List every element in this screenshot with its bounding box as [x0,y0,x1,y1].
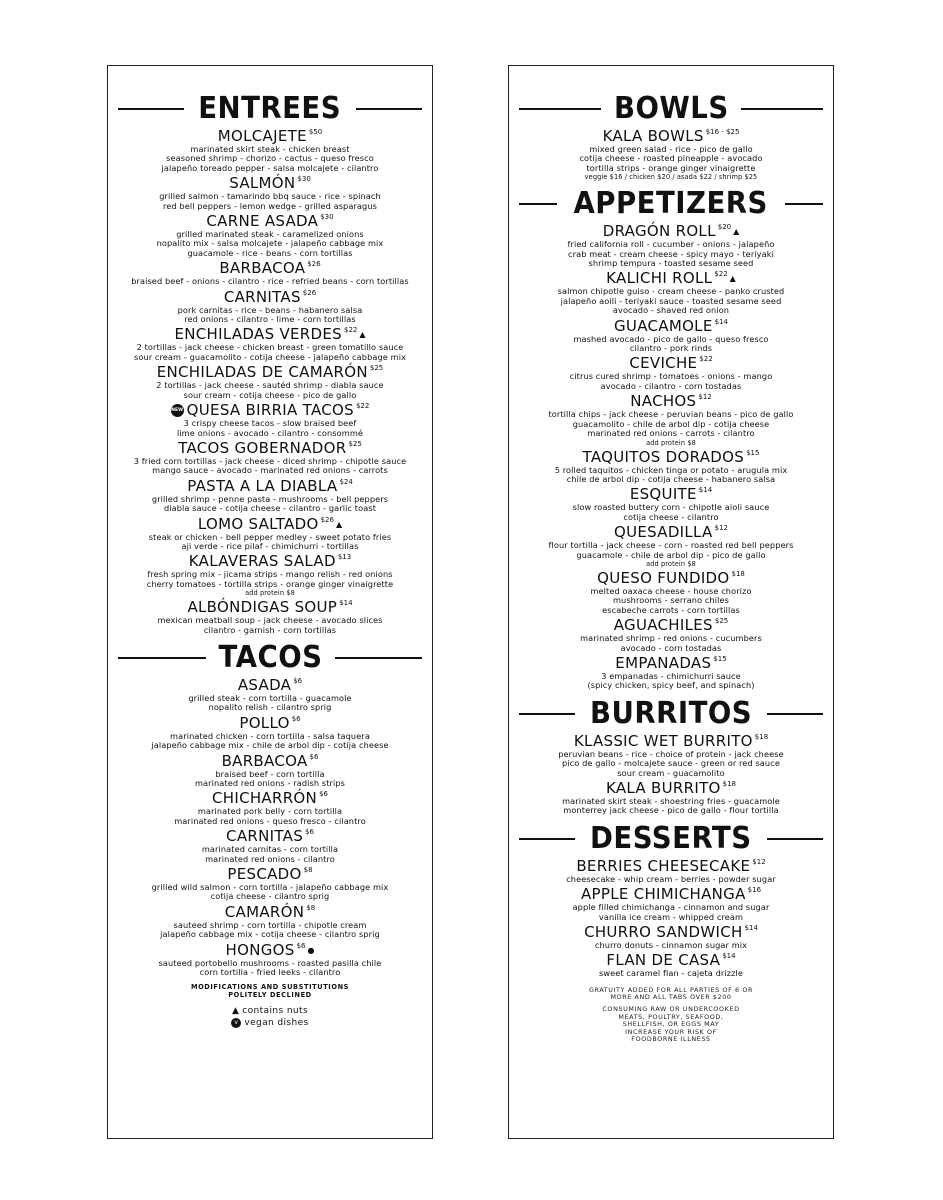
menu-item-name: ALBÓNDIGAS SOUP [187,598,338,617]
menu-item-description: corn tortilla - fried leeks - cilantro [199,967,341,978]
vegan-icon: v [231,1018,241,1028]
menu-item-name: QUESADILLA [614,523,713,542]
menu-item-price: $18 [731,569,745,578]
bowls-list [519,126,823,181]
menu-item-name: CAMARÓN [224,902,305,921]
menu-item-description: fresh spring mix - jicama strips - mango relish - red onions [147,569,393,580]
menu-item [519,884,823,922]
menu-item-description: pork carnitas - rice - beans - habanero salsa [177,304,363,315]
menu-item-description: marinated red onions - queso fresco - cilantro [174,815,366,826]
menu-item-description: monterrey jack cheese - pico de gallo - flour tortilla [563,805,779,816]
menu-item-name: GUACAMOLE [614,316,713,335]
menu-item-price: $24 [339,477,353,486]
menu-item-description: red onions - cilantro - lime - corn tortillas [184,314,356,325]
menu-item-description: shrimp tempura - toasted sesame seed [588,258,754,269]
notice-line: MORE AND ALL TABS OVER $200 [610,993,732,1002]
menu-item-description: grilled marinated steak - caramelized onions [176,229,364,240]
menu-item-price: $14 [722,952,736,961]
menu-item-name: QUESA BIRRIA TACOS [186,401,354,420]
header-rule [118,657,206,659]
appetizers-title: APPETIZERS [573,186,769,222]
menu-item-price: $14 [714,317,728,326]
menu-item-description: cheesecake - whip cream - berries - powder sugar [566,873,776,884]
menu-item-description: lime onions - avocado - cilantro - consommé [176,427,364,438]
header-rule [356,108,422,110]
menu-item-description: slow roasted buttery corn - chipotle aioli sauce [572,502,770,513]
entrees-list [118,126,422,635]
menu-item-description: nopalito relish - cilantro sprig [208,702,332,713]
menu-item-note: add protein $8 [245,589,295,598]
menu-item-description: peruvian beans - rice - choice of protein - jack cheese [558,748,784,759]
menu-item-description: cotija cheese - cilantro [623,511,719,522]
menu-item-name: MOLCAJETE [217,127,307,145]
menu-item-description: fried california roll - cucumber - onions - jalapeño [567,239,775,250]
menu-item-description: tortilla strips - orange ginger vinaigrette [586,162,756,173]
contains-nuts-icon: ▲ [359,330,366,340]
menu-item-description: jalapeño toreado pepper - salsa molcajete - cilantro [161,162,379,173]
menu-item [519,126,823,181]
new-badge-icon: NEW [171,404,184,417]
menu-item-description: salmon chipotle guiso - cream cheese - panko crusted [557,286,785,297]
menu-item-description: tortilla chips - jack cheese - peruvian beans - pico de gallo [548,409,794,420]
menu-item-name: HONGOS [225,940,295,959]
menu-item-header [519,126,823,145]
menu-item [519,522,823,568]
menu-item-price: $22 [714,270,728,279]
menu-item-description: vanilla ice cream - whipped cream [598,911,744,922]
menu-item [519,778,823,816]
menu-item [118,476,422,514]
menu-item-price: $12 [714,524,728,533]
menu-item-note: add protein $8 [646,559,696,568]
menu-item-description: flour tortilla - jack cheese - corn - roasted red bell peppers [548,540,794,551]
header-rule [767,838,823,840]
menu-item-price: $6 [291,714,301,723]
menu-item-description: 5 rolled taquitos - chicken tinga or potato - arugula mix [554,464,788,475]
menu-item-description: sauteed shrimp - corn tortilla - chipotle cream [173,919,367,930]
menu-item-description: sour cream - cotija cheese - pico de gallo [183,389,357,400]
menu-item [118,675,422,713]
menu-item-description: 3 fried corn tortillas - jack cheese - diced shrimp - chipotle sauce [133,455,407,466]
menu-item-description: avocado - corn tostadas [620,642,722,653]
menu-item-price: $8 [303,866,313,875]
menu-item-description: marinated red onions - cilantro [205,853,335,864]
menu-item-header [118,514,422,533]
menu-item [519,615,823,653]
menu-item-name: AGUACHILES [613,616,713,635]
menu-item-header [519,731,823,750]
menu-item-price: $13 [337,553,352,562]
menu-item-description: mexican meatball soup - jack cheese - avocado slices [157,615,383,626]
tacos-header [118,641,422,675]
menu-item-description: 3 empanadas - chimichurri sauce [601,670,741,681]
menu-item-price: $6 [296,941,306,950]
header-rule [335,657,423,659]
burritos-title: BURRITOS [589,695,753,731]
menu-item-name: CHURRO SANDWICH [584,923,743,942]
menu-item [519,447,823,485]
menu-item-description: cherry tomatoes - tortilla strips - orange ginger vinaigrette [146,578,394,589]
menu-item-price: $14 [339,599,353,608]
menu-item-price: $6 [305,828,314,837]
menu-item-note: veggie $16 / chicken $20 / asada $22 / shrimp $25 [584,173,758,182]
menu-item-description: mixed green salad - rice - pico de gallo [589,144,753,154]
menu-item-description: 3 crispy cheese tacos - slow braised beef [183,418,357,429]
appetizers-header [519,187,823,221]
menu-item-name: ASADA [237,675,292,694]
menu-item-header [519,884,823,903]
menu-item-header [118,864,422,883]
menu-item-price: $22 [343,326,358,335]
triangle-icon: ▲ [231,1006,240,1017]
menu-item [519,731,823,778]
consuming-raw-notice [547,1006,795,1044]
menu-item-description: cotija cheese - roasted pineapple - avocado [579,153,763,164]
menu-item [519,653,823,691]
menu-item-description: melted oaxaca cheese - house chorizo [590,585,752,596]
menu-item-header [118,826,422,845]
menu-item-header [118,940,422,959]
menu-item-price: $14 [698,486,713,495]
menu-item [118,173,422,211]
notice-line: FOODBORNE ILLNESS [631,1035,711,1044]
burritos-header [519,697,823,731]
menu-item-name: CEVICHE [629,354,698,373]
header-rule [519,203,557,205]
menu-item-name: EMPANADAS [615,653,712,672]
menu-item-description: cilantro - pork rinds [629,343,713,354]
menu-item [118,438,422,476]
menu-item-description: braised beef - onions - cilantro - rice - refried beans - corn tortillas [131,276,409,287]
menu-item [118,126,422,173]
menu-item-description: diabla sauce - cotija cheese - cilantro - garlic toast [163,503,377,514]
menu-item-price: $25 [348,439,362,448]
menu-item-price: $18 [722,780,737,788]
menu-item-price: $15 [713,654,727,663]
desserts-title: DESSERTS [590,820,752,856]
menu-item-description: citrus cured shrimp - tomatoes - onions - mango [569,371,773,382]
menu-item-header [118,597,422,616]
menu-item-description: red bell peppers - lemon wedge - grilled asparagus [162,200,378,211]
entrees-title: ENTREES [198,91,342,126]
menu-item-description: guacamole - chile de arbol dip - pico de gallo [576,549,766,560]
menu-item-description: sweet caramel flan - cajeta drizzle [598,968,744,979]
menu-item-price: $18 [754,732,769,741]
menu-item-price: $6 [293,676,303,685]
menu-item-name: ENCHILADAS VERDES [174,325,342,344]
menu-item-description: guacamolito - chile de arbol dip - cotija cheese [572,418,770,429]
bowls-header [519,92,823,126]
menu-item-price: $30 [297,175,311,184]
menu-item-description: aji verde - rice pilaf - chimichurri - tortillas [181,540,359,551]
menu-item-header [118,287,422,306]
menu-item-name: KLASSIC WET BURRITO [573,731,753,750]
menu-item-description: braised beef - corn tortilla [215,768,325,779]
menu-item-price: $25 [714,617,729,626]
notice-line: MEATS, POULTRY, SEAFOOD, [618,1012,724,1021]
menu-item-header [118,126,422,145]
menu-item-description: steak or chicken - bell pepper medley - sweet potato fries [148,531,392,542]
menu-item-description: 2 tortillas - jack cheese - chicken breast - green tomatillo sauce [136,342,404,353]
contains-nuts-icon: ▲ [335,519,343,529]
menu-item-price: $14 [744,924,758,933]
notice-line: INCREASE YOUR RISK OF [625,1027,717,1036]
header-rule [785,203,823,205]
menu-item-header [519,856,823,875]
menu-item-description: marinated pork belly - corn tortilla [197,806,343,817]
menu-item-description: grilled shrimp - penne pasta - mushrooms - bell peppers [151,493,389,504]
menu-item-name: LOMO SALTADO [197,514,319,533]
menu-item-description: seasoned shrimp - chorizo - cactus - queso fresco [166,153,374,164]
menu-item-price: $22 [699,355,713,364]
menu-item [118,362,422,400]
menu-item-name: TAQUITOS DORADOS [582,447,745,466]
appetizers-list [519,221,823,691]
contains-nuts-icon: ▲ [729,274,736,284]
menu-item-name: CARNITAS [223,287,301,306]
menu-item-name: FLAN DE CASA [606,951,721,970]
menu-item-header [118,211,422,230]
menu-item-name: KALAVERAS SALAD [188,552,336,571]
menu-item-price: $6 [319,790,328,799]
menu-item-price: $20 [717,223,732,232]
menu-item [118,258,422,286]
menu-item-header [118,400,422,419]
menu-item-description: cotija cheese - cilantro sprig [210,891,330,902]
menu-item-price: $15 [746,448,760,457]
desserts-header [519,822,823,856]
menu-item-description: crab meat - cream cheese - spicy mayo - teriyaki [568,248,774,259]
menu-item [118,713,422,751]
menu-item-name: DRAGÓN ROLL [602,222,716,241]
menu-item-description: marinated red onions - carrots - cilantro [587,428,755,439]
contains-nuts-icon: ▲ [733,227,740,237]
menu-item [118,551,422,597]
menu-item-name: ENCHILADAS DE CAMARÓN [156,363,368,382]
menu-item-header [118,675,422,694]
menu-item [118,788,422,826]
menu-item-price: $8 [306,903,316,912]
menu-item-header [519,568,823,587]
menu-item-description: marinated carnitas - corn tortilla [201,844,339,855]
menu-item-description: guacamole - rice - beans - corn tortillas [187,247,353,258]
menu-item-name: CHICHARRÓN [212,789,318,808]
entrees-header [118,92,422,126]
header-rule [741,108,823,110]
menu-item-description: chile de arbol dip - cotija cheese - habanero salsa [566,473,776,484]
menu-item-name: BERRIES CHEESECAKE [576,856,751,875]
menu-item-description: jalapeño aoili - teriyaki sauce - toasted sesame seed [560,295,782,306]
menu-item-description: grilled salmon - tamarindo bbq sauce - rice - spinach [159,191,381,202]
header-rule [519,838,575,840]
menu-item [118,940,422,978]
menu-item-description: marinated skirt steak - shoestring fries - guacamole [562,796,780,806]
menu-item-description: marinated skirt steak - chicken breast [190,144,350,154]
menu-item [519,353,823,391]
menu-item-header [118,324,422,343]
menu-item-price: $25 [369,364,384,373]
menu-item-price: $22 [355,402,370,411]
menu-item-price: $26 [307,260,321,269]
menu-item [118,211,422,258]
menu-item [519,922,823,950]
menu-item [519,268,823,315]
menu-item-description: avocado - cilantro - corn tostadas [600,380,742,391]
menu-item-price: $12 [698,393,712,402]
tacos-title: TACOS [218,639,322,675]
menu-item [118,597,422,635]
menu-item-header [519,447,823,466]
menu-item-name: KALICHI ROLL [606,269,713,288]
right-menu-column [508,65,834,1139]
gratuity-notice [547,987,795,1002]
menu-item-note: add protein $8 [646,438,696,447]
menu-item-price: $50 [308,128,323,136]
menu-item-header [118,788,422,807]
menu-item-header [519,653,823,672]
legend-nuts-label: contains nuts [242,1006,309,1017]
menu-item-description: sauteed portobello mushrooms - roasted pasilla chile [158,957,382,968]
menu-item-description: sour cream - guacamolito - cotija cheese - jalapeño cabbage mix [133,351,407,362]
bowls-title: BOWLS [613,91,729,126]
menu-item-description: mashed avocado - pico de gallo - queso fresco [573,333,769,344]
menu-item-header [519,221,823,240]
desserts-list [519,856,823,979]
vegan-icon: ● [307,945,315,955]
menu-item [118,864,422,902]
menu-item-name: BARBACOA [221,751,308,770]
menu-item-description: grilled wild salmon - corn tortilla - jalapeño cabbage mix [151,882,389,893]
menu-item [118,826,422,864]
menu-item-header [519,316,823,335]
menu-item-price: $16 - $25 [705,128,740,136]
menu-item-header [118,751,422,770]
menu-item [519,484,823,522]
menu-item-name: TACOS GOBERNADOR [178,438,347,457]
menu-item-name: QUESO FUNDIDO [597,568,730,587]
menu-item-description: mango sauce - avocado - marinated red onions - carrots [152,465,388,476]
menu-item-name: KALA BOWLS [602,127,704,145]
menu-item-price: $26 [302,288,317,297]
menu-item-description: jalapeño cabbage mix - chile de arbol dip - cotija cheese [151,740,389,751]
menu-item-header [519,268,823,287]
menu-item-header [519,391,823,410]
header-rule [519,713,575,715]
menu-item-name: CARNITAS [226,827,304,846]
menu-item-description: churro donuts - cinnamon sugar mix [594,940,748,951]
menu-item [519,391,823,446]
menu-item-description: grilled steak - corn tortilla - guacamole [188,692,352,703]
menu-item-header [118,902,422,921]
menu-item [118,400,422,438]
menu-item-header [118,362,422,381]
menu-item-price: $30 [320,213,334,222]
menu-item-header [519,484,823,503]
menu-item-description: escabeche carrots - corn tortillas [602,604,740,615]
menu-item-description: marinated red onions - radish strips [194,778,346,788]
menu-item-header [519,778,823,797]
menu-item [519,856,823,884]
menu-item-name: BARBACOA [219,259,306,278]
legend [118,1005,422,1029]
notice-line: MODIFICATIONS AND SUBSTITUTIONS [190,983,350,992]
menu-item-price: $12 [752,857,766,866]
menu-item-header [519,922,823,941]
menu-item-header [118,258,422,277]
menu-item-description: (spicy chicken, spicy beef, and spinach) [587,680,755,691]
menu-item-header [519,353,823,372]
menu-item-description: marinated chicken - corn tortilla - salsa taquera [170,730,370,741]
menu-item-name: PESCADO [227,865,302,884]
menu-item [519,316,823,354]
menu-item-description: 2 tortillas - jack cheese - sautéd shrimp - diabla sauce [156,380,384,391]
menu-item-description: marinated shrimp - red onions - cucumbers [580,633,762,644]
menu-item-description: mushrooms - serrano chiles [612,595,730,606]
menu-item-price: $16 [747,886,762,895]
header-rule [118,108,184,110]
menu-item-header [118,173,422,192]
notice-line: SHELLFISH, OR EGGS MAY [622,1020,720,1029]
notice-line: POLITELY DECLINED [228,991,312,1000]
menu-item-header [118,438,422,457]
notice-line: CONSUMING RAW OR UNDERCOOKED [602,1005,740,1014]
legend-nuts [118,1005,422,1017]
menu-item-name: POLLO [239,713,290,732]
notice-line: GRATUITY ADDED FOR ALL PARTIES OF 6 OR [588,985,754,994]
menu-item [519,221,823,268]
menu-item-name: CARNE ASADA [206,212,319,231]
menu-item-header [118,476,422,495]
left-menu-column [107,65,433,1139]
menu-item-name: NACHOS [630,392,697,411]
menu-item-description: avocado - shaved red onion [612,305,730,316]
menu-item [118,751,422,789]
menu-item-description: sour cream - guacamolito [617,767,725,778]
menu-item-header [118,551,422,570]
menu-item-header [118,713,422,732]
menu-item-description: cilantro - garnish - corn tortillas [203,624,337,635]
menu-item-name: ESQUITE [629,485,697,504]
legend-vegan [118,1017,422,1029]
header-rule [519,108,601,110]
menu-item-name: SALMÓN [229,174,296,193]
menu-item [118,287,422,325]
header-rule [767,713,823,715]
menu-item-description: jalapeño cabbage mix - cotija cheese - cilantro sprig [160,929,380,940]
menu-item-price: $26 [320,515,334,524]
menu-item-price: $6 [309,752,319,761]
menu-item-name: KALA BURRITO [605,779,721,797]
menu-item [118,514,422,552]
menu-item-name: APPLE CHIMICHANGA [580,885,746,904]
menu-item-header [519,615,823,634]
menu-item-description: nopalito mix - salsa molcajete - jalapeño cabbage mix [156,238,384,249]
menu-item [118,902,422,940]
menu-item [118,324,422,362]
burritos-list [519,731,823,816]
modifications-notice [118,983,422,999]
menu-item-description: pico de gallo - molcajete sauce - green or red sauce [562,758,780,769]
legend-vegan-label: vegan dishes [244,1018,309,1029]
menu-item-description: apple filled chimichanga - cinnamon and sugar [572,902,770,913]
menu-item-name: PASTA A LA DIABLA [187,476,338,495]
tacos-list [118,675,422,978]
menu-item [519,568,823,615]
menu-item [519,950,823,978]
menu-item-header [519,950,823,969]
menu-item-header [519,522,823,541]
